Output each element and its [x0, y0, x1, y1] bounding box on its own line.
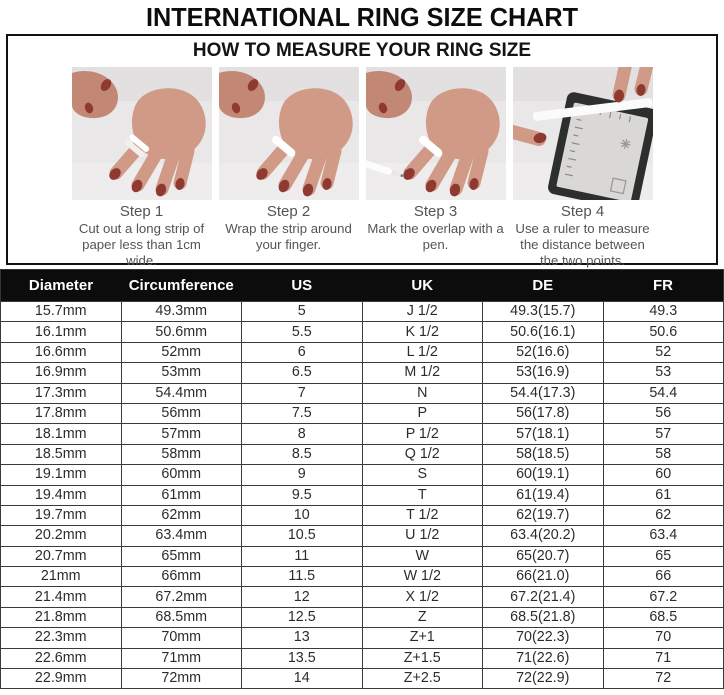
table-cell: 50.6mm — [121, 322, 242, 342]
header-circumference: Circumference — [121, 270, 242, 302]
table-cell: 11 — [242, 546, 363, 566]
table-cell: K 1/2 — [362, 322, 483, 342]
table-cell: M 1/2 — [362, 363, 483, 383]
table-cell: 18.5mm — [1, 444, 122, 464]
table-cell: 10.5 — [242, 526, 363, 546]
table-cell: 61(19.4) — [483, 485, 604, 505]
table-cell: 66 — [603, 567, 724, 587]
table-cell: Z — [362, 607, 483, 627]
table-row — [1, 403, 724, 423]
table-cell: U 1/2 — [362, 526, 483, 546]
table-cell: J 1/2 — [362, 302, 483, 322]
table-cell: Z+1.5 — [362, 648, 483, 668]
step-2-caption — [219, 203, 359, 269]
table-cell: 19.7mm — [1, 505, 122, 525]
table-row — [1, 526, 724, 546]
step-3-caption — [366, 203, 506, 269]
table-row — [1, 567, 724, 587]
table-cell: 67.2 — [603, 587, 724, 607]
table-cell: 53(16.9) — [483, 363, 604, 383]
table-cell: 21.4mm — [1, 587, 122, 607]
table-cell: 22.9mm — [1, 669, 122, 689]
table-cell: 15.7mm — [1, 302, 122, 322]
table-cell: 57(18.1) — [483, 424, 604, 444]
table-cell: 17.8mm — [1, 403, 122, 423]
table-cell: 21.8mm — [1, 607, 122, 627]
table-cell: 7.5 — [242, 403, 363, 423]
table-cell: 53 — [603, 363, 724, 383]
table-row — [1, 444, 724, 464]
table-cell: 22.6mm — [1, 648, 122, 668]
header-us: US — [242, 270, 363, 302]
table-cell: 67.2(21.4) — [483, 587, 604, 607]
table-cell: 49.3 — [603, 302, 724, 322]
table-cell: 68.5(21.8) — [483, 607, 604, 627]
step-photos-row — [8, 67, 716, 200]
table-cell: 6.5 — [242, 363, 363, 383]
step-4-caption — [513, 203, 653, 269]
table-cell: Z+1 — [362, 628, 483, 648]
table-row — [1, 628, 724, 648]
step-4-label: Step 4 — [560, 203, 605, 220]
table-cell: 61mm — [121, 485, 242, 505]
how-to-section — [6, 34, 718, 268]
table-row — [1, 383, 724, 403]
step-captions-row — [8, 203, 716, 269]
table-cell: 60 — [603, 465, 724, 485]
table-cell: 9.5 — [242, 485, 363, 505]
table-cell: 19.4mm — [1, 485, 122, 505]
table-cell: 52(16.6) — [483, 342, 604, 362]
table-cell: 62mm — [121, 505, 242, 525]
table-row — [1, 322, 724, 342]
table-cell: 16.9mm — [1, 363, 122, 383]
table-cell: 5 — [242, 302, 363, 322]
table-cell: P 1/2 — [362, 424, 483, 444]
table-cell: 71mm — [121, 648, 242, 668]
table-cell: 49.3mm — [121, 302, 242, 322]
table-row — [1, 607, 724, 627]
table-cell: 63.4mm — [121, 526, 242, 546]
table-cell: 21mm — [1, 567, 122, 587]
table-cell: 49.3(15.7) — [483, 302, 604, 322]
table-cell: 66(21.0) — [483, 567, 604, 587]
table-cell: 68.5mm — [121, 607, 242, 627]
step-1-label: Step 1 — [119, 203, 164, 220]
table-cell: 19.1mm — [1, 465, 122, 485]
table-cell: 16.1mm — [1, 322, 122, 342]
table-cell: 58 — [603, 444, 724, 464]
table-row — [1, 424, 724, 444]
page-title: INTERNATIONAL RING SIZE CHART — [145, 2, 579, 32]
step-4-photo — [513, 67, 653, 200]
table-cell: 18.1mm — [1, 424, 122, 444]
table-cell: 5.5 — [242, 322, 363, 342]
table-cell: 56mm — [121, 403, 242, 423]
step-3-text: Mark the overlap with a pen. — [367, 221, 504, 252]
table-cell: 8 — [242, 424, 363, 444]
table-cell: 56 — [603, 403, 724, 423]
table-cell: 61 — [603, 485, 724, 505]
table-cell: 50.6(16.1) — [483, 322, 604, 342]
size-table-body — [1, 302, 724, 689]
step-3-photo — [366, 67, 506, 200]
table-cell: 16.6mm — [1, 342, 122, 362]
table-row — [1, 302, 724, 322]
step-3-label: Step 3 — [413, 203, 458, 220]
table-cell: 66mm — [121, 567, 242, 587]
header-uk: UK — [362, 270, 483, 302]
table-cell: 72mm — [121, 669, 242, 689]
table-cell: 54.4(17.3) — [483, 383, 604, 403]
header-diameter: Diameter — [1, 270, 122, 302]
how-to-heading: HOW TO MEASURE YOUR RING SIZE — [192, 40, 532, 61]
table-cell: L 1/2 — [362, 342, 483, 362]
table-cell: 63.4 — [603, 526, 724, 546]
step-1-photo — [72, 67, 212, 200]
table-cell: 72 — [603, 669, 724, 689]
table-cell: 57 — [603, 424, 724, 444]
table-cell: 13.5 — [242, 648, 363, 668]
table-cell: 60(19.1) — [483, 465, 604, 485]
table-row — [1, 505, 724, 525]
table-cell: 72(22.9) — [483, 669, 604, 689]
table-cell: 52mm — [121, 342, 242, 362]
table-cell: X 1/2 — [362, 587, 483, 607]
table-cell: 68.5 — [603, 607, 724, 627]
table-cell: 70 — [603, 628, 724, 648]
table-cell: S — [362, 465, 483, 485]
table-cell: 20.7mm — [1, 546, 122, 566]
ring-size-table — [0, 269, 724, 689]
table-cell: 54.4mm — [121, 383, 242, 403]
table-cell: 52 — [603, 342, 724, 362]
table-cell: 53mm — [121, 363, 242, 383]
table-cell: 10 — [242, 505, 363, 525]
table-cell: 17.3mm — [1, 383, 122, 403]
table-cell: 62(19.7) — [483, 505, 604, 525]
table-cell: 9 — [242, 465, 363, 485]
table-cell: 70mm — [121, 628, 242, 648]
table-cell: 65(20.7) — [483, 546, 604, 566]
table-row — [1, 485, 724, 505]
table-cell: N — [362, 383, 483, 403]
table-cell: 13 — [242, 628, 363, 648]
table-cell: 7 — [242, 383, 363, 403]
table-row — [1, 546, 724, 566]
table-cell: 12 — [242, 587, 363, 607]
table-cell: P — [362, 403, 483, 423]
table-cell: Q 1/2 — [362, 444, 483, 464]
step-2-label: Step 2 — [266, 203, 311, 220]
table-row — [1, 363, 724, 383]
header-fr: FR — [603, 270, 724, 302]
table-cell: 65 — [603, 546, 724, 566]
table-cell: Z+2.5 — [362, 669, 483, 689]
table-cell: 11.5 — [242, 567, 363, 587]
table-cell: 57mm — [121, 424, 242, 444]
table-cell: 50.6 — [603, 322, 724, 342]
table-cell: 67.2mm — [121, 587, 242, 607]
table-row — [1, 342, 724, 362]
table-cell: W 1/2 — [362, 567, 483, 587]
table-cell: 22.3mm — [1, 628, 122, 648]
step-4-text: Use a ruler to measure the distance between the two points. — [515, 221, 650, 268]
step-2-text: Wrap the strip around your finger. — [225, 221, 352, 252]
table-cell: 71 — [603, 648, 724, 668]
table-row — [1, 465, 724, 485]
table-cell: 20.2mm — [1, 526, 122, 546]
table-cell: 8.5 — [242, 444, 363, 464]
table-row — [1, 587, 724, 607]
table-cell: T — [362, 485, 483, 505]
header-de: DE — [483, 270, 604, 302]
table-cell: 58(18.5) — [483, 444, 604, 464]
table-row — [1, 648, 724, 668]
table-cell: 14 — [242, 669, 363, 689]
step-1-text: Cut out a long strip of paper less than 1cm wide. — [78, 221, 205, 268]
table-cell: 12.5 — [242, 607, 363, 627]
table-cell: 56(17.8) — [483, 403, 604, 423]
table-cell: 60mm — [121, 465, 242, 485]
step-1-caption — [72, 203, 212, 269]
table-cell: 70(22.3) — [483, 628, 604, 648]
table-cell: W — [362, 546, 483, 566]
table-cell: 65mm — [121, 546, 242, 566]
table-cell: 6 — [242, 342, 363, 362]
table-cell: 58mm — [121, 444, 242, 464]
table-cell: 63.4(20.2) — [483, 526, 604, 546]
table-cell: T 1/2 — [362, 505, 483, 525]
step-2-photo — [219, 67, 359, 200]
table-cell: 71(22.6) — [483, 648, 604, 668]
table-cell: 54.4 — [603, 383, 724, 403]
table-header-row — [1, 270, 724, 302]
table-row — [1, 669, 724, 689]
table-cell: 62 — [603, 505, 724, 525]
